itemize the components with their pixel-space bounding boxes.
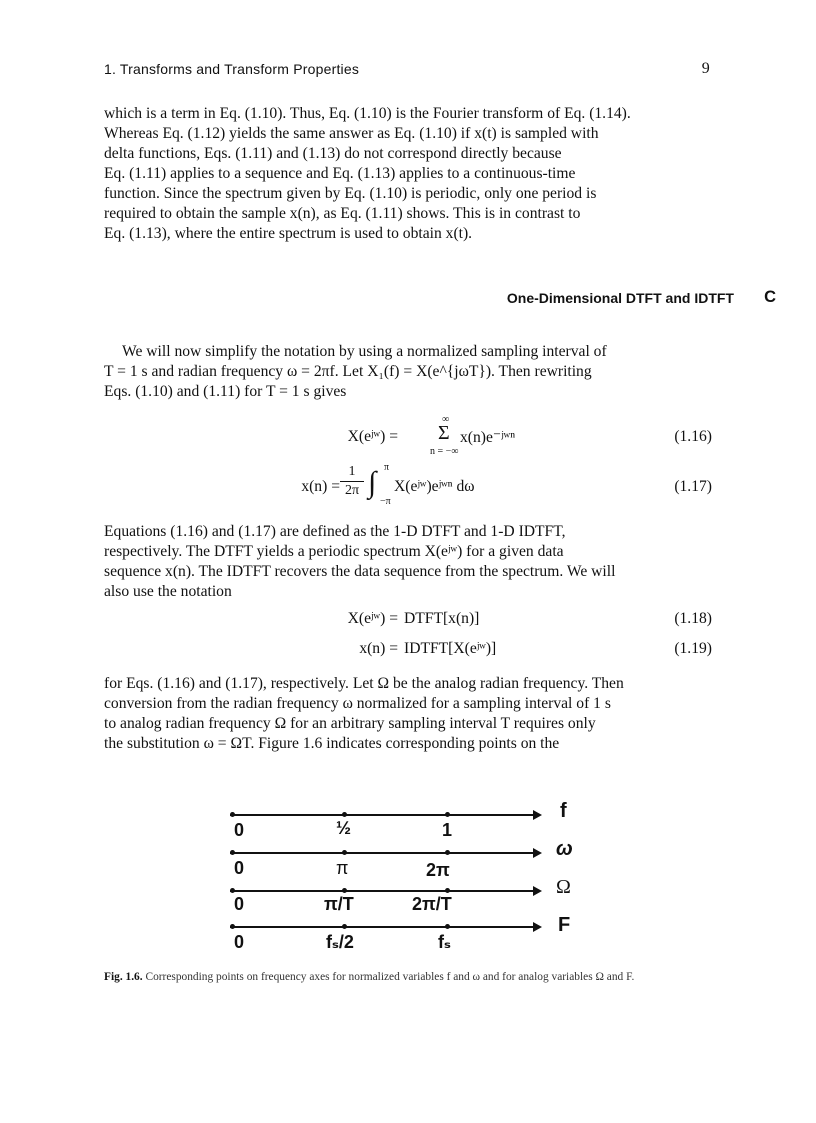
text-line: Eq. (1.11) applies to a sequence and Eq. (1.13) applies to a continuous-time <box>104 165 576 182</box>
sum-lower-limit: n = −∞ <box>430 446 459 457</box>
summation-symbol: Σ <box>438 422 450 444</box>
caption-label: Fig. 1.6. <box>104 971 143 983</box>
equation-1-18 <box>104 606 712 634</box>
section-letter: C <box>764 288 776 306</box>
text-line: delta functions, Eqs. (1.11) and (1.13) do not correspond directly because <box>104 145 562 162</box>
section-title: One-Dimensional DTFT and IDTFT <box>506 290 734 306</box>
equation-rhs: IDTFT[X(eʲʷ)] <box>404 640 497 657</box>
integral-upper-limit: π <box>384 462 390 473</box>
fraction <box>340 464 364 499</box>
equation-lhs: x(n) = <box>301 478 340 495</box>
tick-label: π <box>336 858 349 878</box>
arrow-icon <box>533 848 542 858</box>
fraction-numerator: 1 <box>348 464 356 479</box>
axis-point <box>342 812 347 817</box>
tick-label: 0 <box>234 820 245 840</box>
axis-point <box>342 924 347 929</box>
text-line: Whereas Eq. (1.12) yields the same answer as Eq. (1.10) if x(t) is sampled with <box>104 125 599 142</box>
text-line: sequence x(n). The IDTFT recovers the data sequence from the spectrum. We will <box>104 563 616 580</box>
equation-rhs: x(n)e⁻ʲʷⁿ <box>460 429 516 446</box>
tick-label: 0 <box>234 932 245 952</box>
tick-label: 1 <box>442 820 453 840</box>
tick-label: 0 <box>234 858 245 878</box>
tick-label: 2π/T <box>412 894 452 914</box>
equation-number: (1.17) <box>674 478 712 495</box>
text-line: required to obtain the sample x(n), as Eq. (1.11) shows. This is in contrast to <box>104 205 581 222</box>
figure-caption <box>104 970 716 985</box>
caption-text: Corresponding points on frequency axes for normalized variables f and ω and for analog variables Ω and F. <box>145 971 635 983</box>
integral-lower-limit: −π <box>380 496 391 507</box>
equation-1-16 <box>104 414 712 460</box>
axis-point <box>445 924 450 929</box>
axis-point <box>445 888 450 893</box>
axis-name: ω <box>556 838 573 860</box>
equation-1-17 <box>104 462 712 512</box>
paragraph-intro <box>104 104 712 244</box>
figure-frequency-axes <box>230 800 590 958</box>
text-line: T = 1 s and radian frequency ω = 2πf. Let X₁(f) = X(e^{jωT}). Then rewriting <box>104 363 592 380</box>
equation-number: (1.19) <box>674 640 712 657</box>
chapter-title: 1. Transforms and Transform Properties <box>104 61 360 77</box>
tick-label: fₛ/2 <box>326 932 354 952</box>
equation-number: (1.18) <box>674 610 712 627</box>
axis-line <box>230 890 535 892</box>
tick-label: ½ <box>336 818 352 838</box>
text-line: which is a term in Eq. (1.10). Thus, Eq. (1.10) is the Fourier transform of Eq. (1.14). <box>104 105 631 122</box>
page-number: 9 <box>701 60 710 77</box>
text-line: Eqs. (1.10) and (1.11) for T = 1 s gives <box>104 383 347 400</box>
text-line: We will now simplify the notation by using a normalized sampling interval of <box>122 343 607 360</box>
axis-line <box>230 926 535 928</box>
tick-label: π/T <box>324 894 354 914</box>
axis-point <box>445 850 450 855</box>
axis-point <box>230 924 235 929</box>
equation-lhs: x(n) = <box>359 640 398 657</box>
sum-upper-limit: ∞ <box>442 414 450 425</box>
tick-label: fₛ <box>438 932 451 952</box>
integral-symbol: ∫ <box>368 466 377 499</box>
axis-point <box>342 888 347 893</box>
text-line: also use the notation <box>104 583 232 600</box>
text-line: to analog radian frequency Ω for an arbitrary sampling interval T requires only <box>104 715 596 732</box>
axis-name: Ω <box>556 876 571 898</box>
arrow-icon <box>533 886 542 896</box>
axis-point <box>230 812 235 817</box>
fraction-denominator: 2π <box>344 483 360 498</box>
equation-rhs: X(eʲʷ)eʲʷⁿ dω <box>394 478 475 495</box>
text-line: Eq. (1.13), where the entire spectrum is used to obtain x(t). <box>104 225 473 242</box>
text-line: the substitution ω = ΩT. Figure 1.6 indicates corresponding points on the <box>104 735 560 752</box>
axis-point <box>445 812 450 817</box>
tick-label: 0 <box>234 894 245 914</box>
text-line: respectively. The DTFT yields a periodic spectrum X(eʲʷ) for a given data <box>104 543 564 560</box>
equation-lhs: X(eʲʷ) = <box>347 610 398 627</box>
running-head <box>104 61 710 77</box>
text-line: conversion from the radian frequency ω normalized for a sampling interval of 1 s <box>104 695 611 712</box>
paragraph-conversion <box>104 674 712 754</box>
axis-point <box>342 850 347 855</box>
paragraph-definition <box>104 522 712 602</box>
axis-name: f <box>560 800 567 822</box>
equation-1-19 <box>104 636 712 664</box>
paragraph-notation <box>104 342 712 402</box>
axis-line <box>230 852 535 854</box>
equation-rhs: DTFT[x(n)] <box>404 610 480 627</box>
equation-lhs: X(eʲʷ) = <box>347 428 398 445</box>
axis-point <box>230 850 235 855</box>
text-line: Equations (1.16) and (1.17) are defined as the 1-D DTFT and 1-D IDTFT, <box>104 523 566 540</box>
arrow-icon <box>533 810 542 820</box>
text-line: function. Since the spectrum given by Eq. (1.10) is periodic, only one period is <box>104 185 597 202</box>
axis-line <box>230 814 535 816</box>
axis-point <box>230 888 235 893</box>
axis-name: F <box>558 914 571 936</box>
text-line: for Eqs. (1.16) and (1.17), respectively. Let Ω be the analog radian frequency. Then <box>104 675 624 692</box>
equation-number: (1.16) <box>674 428 712 445</box>
arrow-icon <box>533 922 542 932</box>
tick-label: 2π <box>426 860 450 880</box>
